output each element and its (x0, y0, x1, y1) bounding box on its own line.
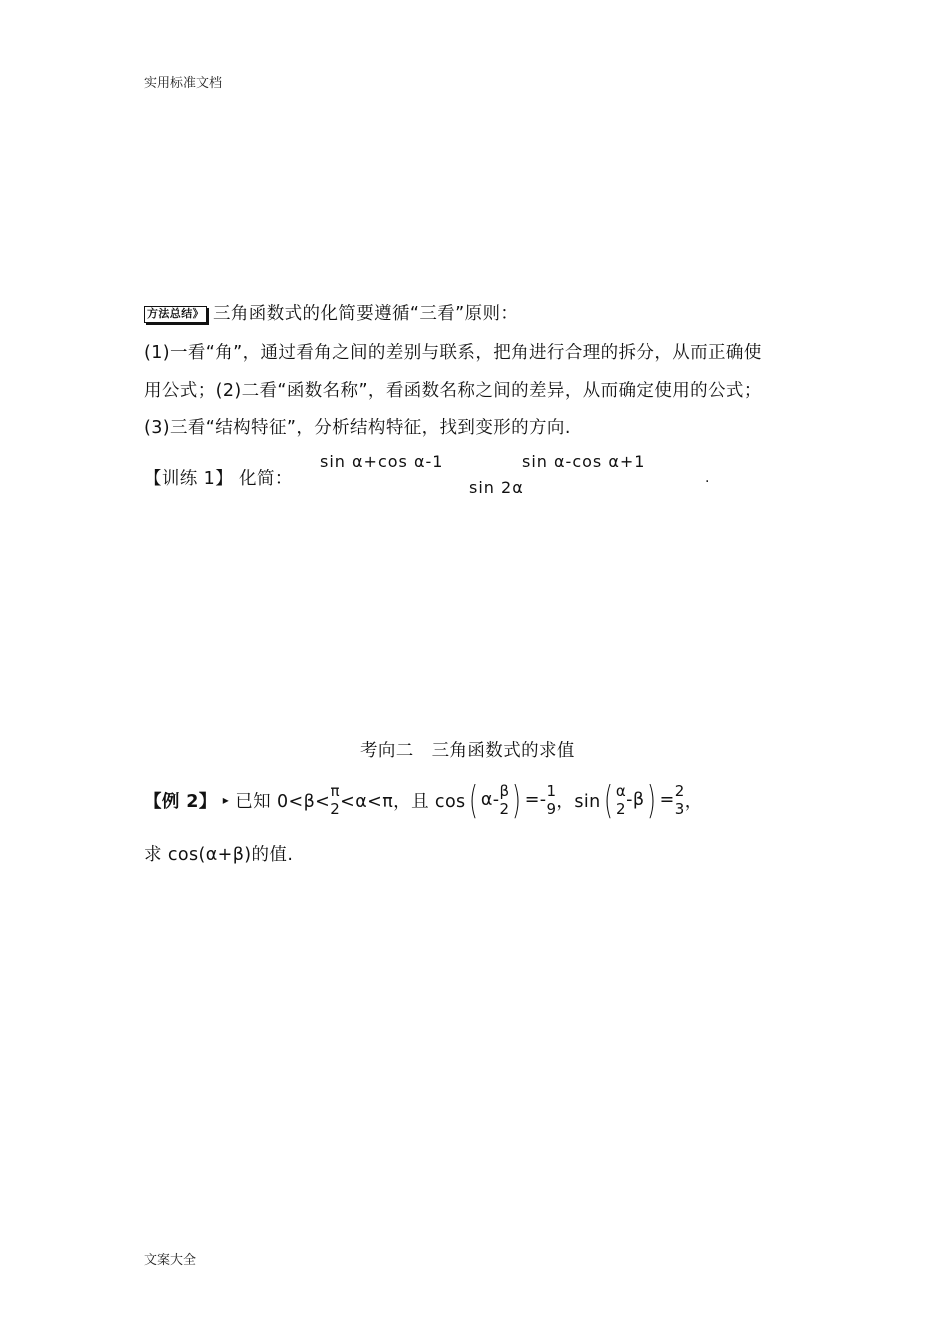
equals: = (659, 790, 675, 810)
example-2-text-1: 已知 0<β< (235, 791, 331, 812)
separator-sin: ，sin (556, 791, 601, 812)
exercise-1-end-mark: . (705, 470, 710, 486)
section-2-title: 考向二 三角函数式的求值 (360, 741, 575, 761)
alpha-minus: α- (480, 790, 500, 810)
right-paren-2: ) (647, 778, 657, 822)
two-thirds-fraction: 2 3 (674, 782, 685, 818)
page-footer: 文案大全 (144, 1253, 197, 1268)
method-summary-line-1: (1)一看“角”，通过看角之间的差别与联系，把角进行合理的拆分，从而正确使 (144, 343, 762, 363)
left-paren-2: ( (603, 778, 613, 822)
comma: ， (684, 791, 703, 812)
arrow-icon: ▸ (222, 793, 230, 807)
minus-beta: -β (626, 790, 645, 810)
exercise-1-label: 【训练 1】 化简： (144, 469, 293, 489)
method-summary-badge: 方法总结》 (144, 306, 207, 323)
left-paren: ( (468, 778, 478, 822)
pi-over-2-fraction: π 2 (330, 782, 341, 818)
method-summary-title: 三角函数式的化简要遵循“三看”原则： (213, 304, 519, 324)
exercise-1-denominator: sin 2α (469, 478, 524, 497)
exercise-1-numerator-part1: sin α+cos α-1 (320, 452, 444, 471)
example-2-line-2: 求 cos(α+β)的值. (144, 845, 294, 865)
example-2-text-2: <α<π，且 cos (340, 791, 466, 812)
page-header: 实用标准文档 (144, 76, 223, 91)
beta-over-2-fraction: β 2 (499, 782, 510, 818)
exercise-1-numerator-part2: sin α-cos α+1 (522, 452, 646, 471)
right-paren: ) (512, 778, 522, 822)
alpha-over-2-fraction: α 2 (615, 782, 627, 818)
method-summary-line-3: (3)三看“结构特征”，分析结构特征，找到变形的方向. (144, 418, 571, 438)
method-summary-line-2: 用公式；(2)二看“函数名称”，看函数名称之间的差异，从而确定使用的公式； (144, 381, 762, 401)
method-summary-title-line (144, 300, 518, 325)
example-2-line-1 (144, 775, 703, 825)
example-2-label: 【例 2】 (144, 791, 217, 812)
one-ninth-fraction: 1 9 (546, 782, 557, 818)
equals-minus: =- (524, 790, 547, 810)
